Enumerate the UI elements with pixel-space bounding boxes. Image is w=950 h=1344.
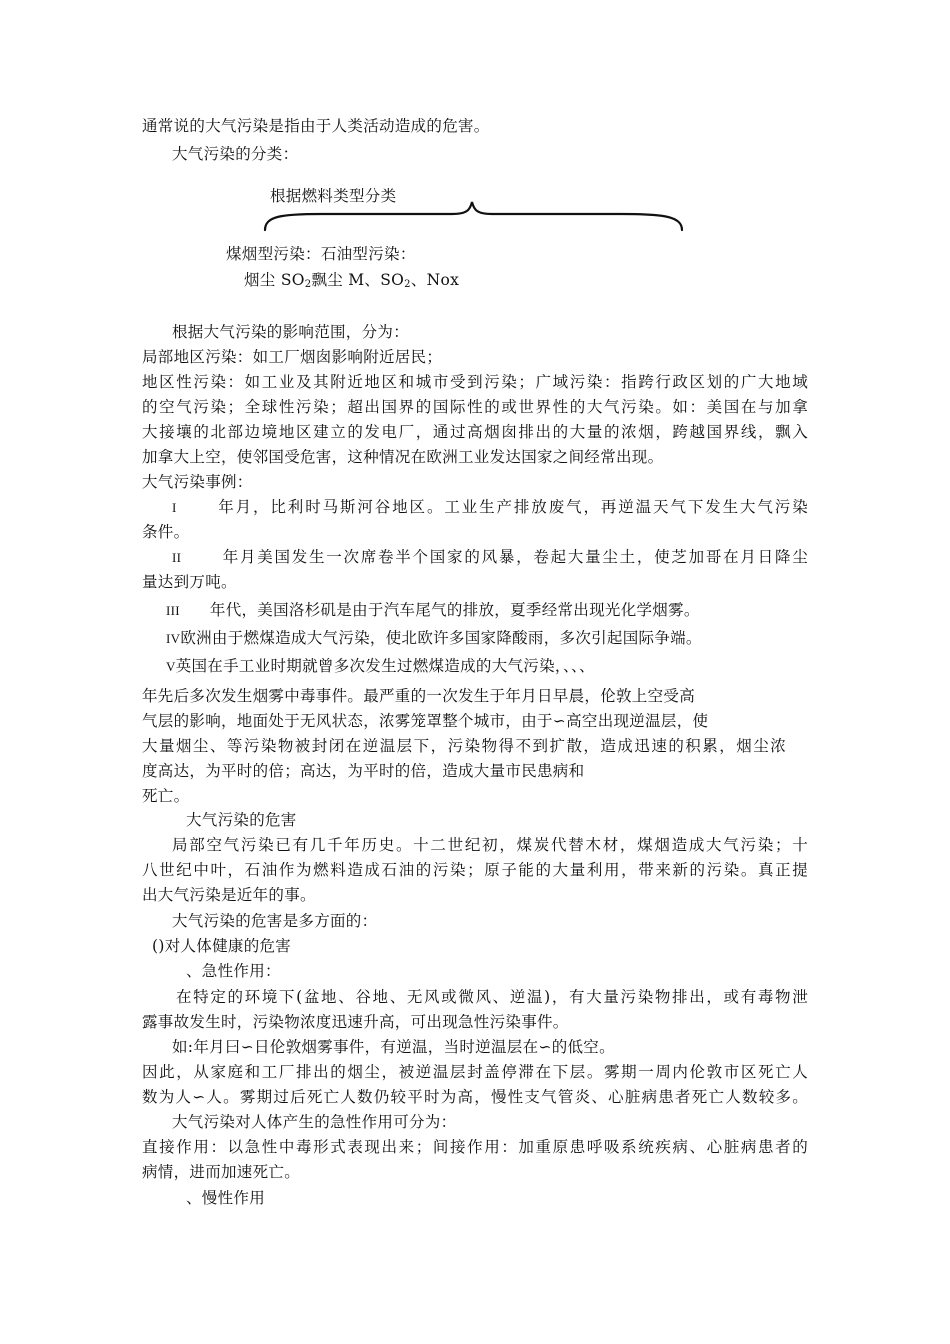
pollutant-text: 烟尘 SO [244, 271, 305, 289]
paragraph-line: 年先后多次发生烟雾中毒事件。最严重的一次发生于年月日早晨，伦敦上空受高 [142, 687, 696, 705]
pollutants-line [244, 270, 459, 290]
event-5 [166, 656, 595, 677]
subsection-heading: 、急性作用： [186, 962, 281, 980]
paragraph-line: 死亡。 [142, 787, 190, 805]
paragraph-line: 气层的影响，地面处于无风状态，浓雾笼罩整个城市，由于∽高空出现逆温层，使 [142, 712, 709, 730]
event-4 [166, 628, 702, 649]
event-text: 年代，美国洛杉矶是由于汽车尾气的排放，夏季经常出现光化学烟雾。 [209, 601, 700, 619]
oil-type-label: 石油型污染： [320, 245, 416, 263]
paragraph-line: 在特定的环境下(盆地、谷地、无风或微风、逆温)，有大量污染物排出，或有毒物泄 [176, 988, 808, 1006]
fuel-type-heading: 根据燃料类型分类 [270, 187, 397, 205]
paragraph-line: 大量烟尘、等污染物被封闭在逆温层下，污染物得不到扩散，造成迅速的积累，烟尘浓 [142, 737, 786, 755]
paragraph-line: 大气污染的危害是多方面的： [172, 912, 378, 930]
event-number: IV [166, 631, 181, 646]
event-text: 年月，比利时马斯河谷地区。工业生产排放废气，再逆温天气下发生大气污染 [216, 498, 808, 516]
paragraph-line: 局部空气污染已有几千年历史。十二世纪初，煤炭代替木材，煤烟造成大气污染；十 [172, 836, 808, 854]
local-pollution: 局部地区污染：如工厂烟囱影响附近居民； [142, 348, 443, 366]
subsection-heading: 、慢性作用 [186, 1189, 266, 1207]
paragraph-line: 量达到万吨。 [142, 573, 237, 591]
subscript: 2 [304, 279, 312, 290]
event-number: I [172, 500, 177, 515]
subscript: 2 [404, 279, 411, 290]
curly-brace-diagram [262, 200, 692, 236]
pollutant-text: 飘尘 M、SO [311, 271, 405, 289]
paragraph-line: 加拿大上空，使邻国受危害，这种情况在欧洲工业发达国家之间经常出现。 [142, 448, 664, 466]
paragraph-line: 大气污染对人体产生的急性作用可分为： [172, 1113, 457, 1131]
paragraph-line: 的空气污染；全球性污染；超出国界的国际性的或世界性的大气污染。如：美国在与加拿 [142, 398, 808, 416]
paragraph-line: 数为人∽人。雾期过后死亡人数仍较平时为高，慢性支气管炎、心脏病患者死亡人数较多。 [142, 1088, 808, 1106]
paragraph-line: 通常说的大气污染是指由于人类活动造成的危害。 [142, 117, 490, 135]
paragraph-line: 露事故发生时，污染物浓度迅速升高，可出现急性污染事件。 [142, 1013, 569, 1031]
paragraph-line: 因此，从家庭和工厂排出的烟尘，被逆温层封盖停滞在下层。雾期一周内伦敦市区死亡人 [142, 1063, 808, 1081]
paragraph-line: 条件。 [142, 523, 190, 541]
paragraph-line: 病情，进而加速死亡。 [142, 1163, 301, 1181]
events-heading: 大气污染事例： [142, 473, 253, 491]
event-number: III [166, 603, 180, 618]
event-3 [166, 600, 700, 621]
paragraph-line: 如:年月曰∽日伦敦烟雾事件，有逆温，当时逆温层在∽的低空。 [172, 1038, 615, 1056]
range-intro: 根据大气污染的影响范围，分为： [172, 323, 410, 341]
event-text: 英国在手工业时期就曾多次发生过燃煤造成的大气污染，、、、 [175, 657, 595, 675]
coal-type-label: 煤烟型污染： [226, 245, 321, 263]
paragraph-line: 度高达，为平时的倍；高达，为平时的倍，造成大量市民患病和 [142, 762, 585, 780]
classification-heading: 大气污染的分类： [172, 145, 299, 163]
event-text: 欧洲由于燃煤造成大气污染，使北欧许多国家降酸雨，多次引起国际争端。 [180, 629, 702, 647]
paragraph-line: 地区性污染：如工业及其附近地区和城市受到污染；广域污染：指跨行政区划的广大地域 [142, 373, 808, 391]
pollution-types-line [226, 244, 416, 264]
paragraph-line: 八世纪中叶，石油作为燃料造成石油的污染；原子能的大量利用，带来新的污染。真正提 [142, 861, 808, 879]
event-2 [172, 547, 808, 568]
paragraph-line: 大接壤的北部边境地区建立的发电厂，通过高烟囱排出的大量的浓烟，跨越国界线，飘入 [142, 423, 808, 441]
event-number: V [166, 659, 176, 674]
hazard-heading: 大气污染的危害 [186, 811, 297, 829]
paragraph-line: 出大气污染是近年的事。 [142, 886, 316, 904]
event-text: 年月美国发生一次席卷半个国家的风暴，卷起大量尘土，使芝加哥在月日降尘 [221, 548, 808, 566]
event-number: II [172, 550, 182, 565]
pollutant-text: 、Nox [410, 271, 460, 289]
paragraph-line: 直接作用：以急性中毒形式表现出来；间接作用：加重原患呼吸系统疾病、心脏病患者的 [142, 1138, 808, 1156]
section-heading: ()对人体健康的危害 [152, 937, 292, 955]
event-1 [172, 497, 808, 518]
